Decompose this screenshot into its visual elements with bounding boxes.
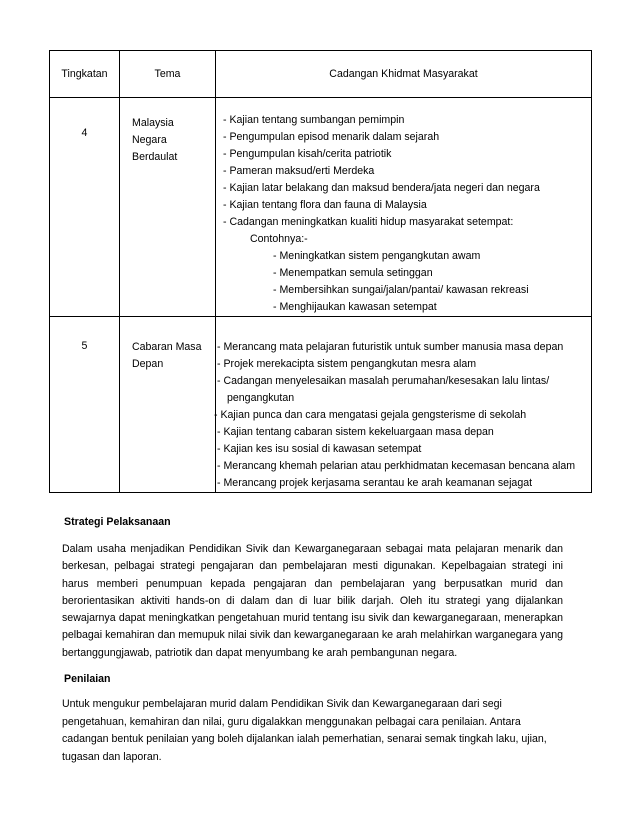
list-item: - Merancang mata pelajaran futuristik untuk sumber manusia masa depan — [217, 341, 564, 353]
header-suggestions: Cadangan Khidmat Masyarakat — [216, 51, 592, 98]
list-item: - Membersihkan sungai/jalan/pantai/ kawasan rekreasi — [273, 284, 529, 296]
list-item: - Cadangan meningkatkan kualiti hidup masyarakat setempat: — [223, 216, 514, 228]
list-item: - Cadangan menyelesaikan masalah perumahan/kesesakan lalu lintas/ — [217, 375, 550, 387]
table-row — [50, 98, 592, 317]
list-item: - Kajian tentang sumbangan pemimpin — [223, 114, 405, 126]
list-item: - Pengumpulan episod menarik dalam sejarah — [223, 131, 440, 143]
list-item: - Kajian tentang flora dan fauna di Malaysia — [223, 199, 427, 211]
theme-cell — [120, 98, 216, 317]
list-item: - Kajian punca dan cara mengatasi gejala gengsterisme di sekolah — [214, 409, 527, 421]
list-item: - Merancang projek kerjasama serantau ke arah keamanan sejagat — [217, 477, 533, 489]
theme-line: Depan — [132, 358, 164, 370]
assessment-paragraph: Untuk mengukur pembelajaran murid dalam Pendidikan Sivik dan Kewarganegaraan dari segi pengetahuan, kemahiran dan nilai, guru digalakkan menggunakan pelbagai cara penilaian. Antara cadangan bentuk penilaian yang boleh dijalankan ialah pemerhatian, senarai semak tingkah laku, ujian, tugasan dan laporan. — [62, 698, 547, 763]
list-item: - Menghijaukan kawasan setempat — [273, 301, 437, 313]
table-header-row — [50, 51, 592, 98]
theme-cell — [120, 317, 216, 493]
theme-line: Negara — [132, 134, 167, 146]
suggestion-list — [216, 317, 591, 492]
service-suggestions-table — [49, 50, 592, 493]
level-cell — [50, 317, 120, 493]
suggestion-list — [216, 98, 591, 316]
header-level: Tingkatan — [50, 51, 120, 98]
list-item: - Pengumpulan kisah/cerita patriotik — [223, 148, 392, 160]
list-item: - Projek merekacipta sistem pengangkutan mesra alam — [217, 358, 477, 370]
theme-line: Malaysia — [132, 117, 174, 129]
list-item: - Menempatkan semula setinggan — [273, 267, 433, 279]
list-item: - Kajian tentang cabaran sistem kekeluargaan masa depan — [217, 426, 494, 438]
theme-line: Cabaran Masa — [132, 341, 202, 353]
theme-value — [120, 317, 215, 373]
strategy-heading: Strategi Pelaksanaan — [64, 516, 171, 528]
list-item: - Merancang khemah pelarian atau perkhidmatan kecemasan bencana alam — [217, 460, 576, 472]
list-item: Contohnya:- — [250, 233, 308, 245]
assessment-heading: Penilaian — [64, 673, 111, 685]
level-cell — [50, 98, 120, 317]
list-item: - Kajian latar belakang dan maksud bendera/jata negeri dan negara — [223, 182, 540, 194]
table-row — [50, 317, 592, 493]
list-item: - Kajian kes isu sosial di kawasan setempat — [217, 443, 422, 455]
level-value: 5 — [81, 340, 88, 352]
level-value: 4 — [81, 127, 88, 139]
strategy-paragraph: Dalam usaha menjadikan Pendidikan Sivik dan Kewarganegaraan sebagai mata pelajaran menarik dan berkesan, pelbagai strategi pengajaran dan pembelajaran mesti digunakan. Kepelbagaian strategi ini harus memberi penumpuan kepada pengajaran dan pembelajaran yang berpusatkan murid dan berorientasikan aktiviti hands-on di dalam dan di luar bilik darjah. Oleh itu strategi yang dijalankan sewajarnya dapat meningkatkan pengetahuan murid tentang isu sivik dan kewarganegaraan, menerapkan pelbagai kemahiran dan memupuk nilai sivik dan kewarganegaraan ke arah melahirkan warganegara yang bertanggungjawab, patriotik dan dapat menyumbang ke arah pembangunan negara. — [62, 543, 563, 659]
theme-value — [120, 98, 215, 166]
suggestions-cell — [216, 98, 592, 317]
header-theme: Tema — [120, 51, 216, 98]
list-item: - Pameran maksud/erti Merdeka — [223, 165, 375, 177]
theme-line: Berdaulat — [132, 151, 178, 163]
list-item: pengangkutan — [227, 392, 295, 404]
suggestions-cell — [216, 317, 592, 493]
list-item: - Meningkatkan sistem pengangkutan awam — [273, 250, 481, 262]
